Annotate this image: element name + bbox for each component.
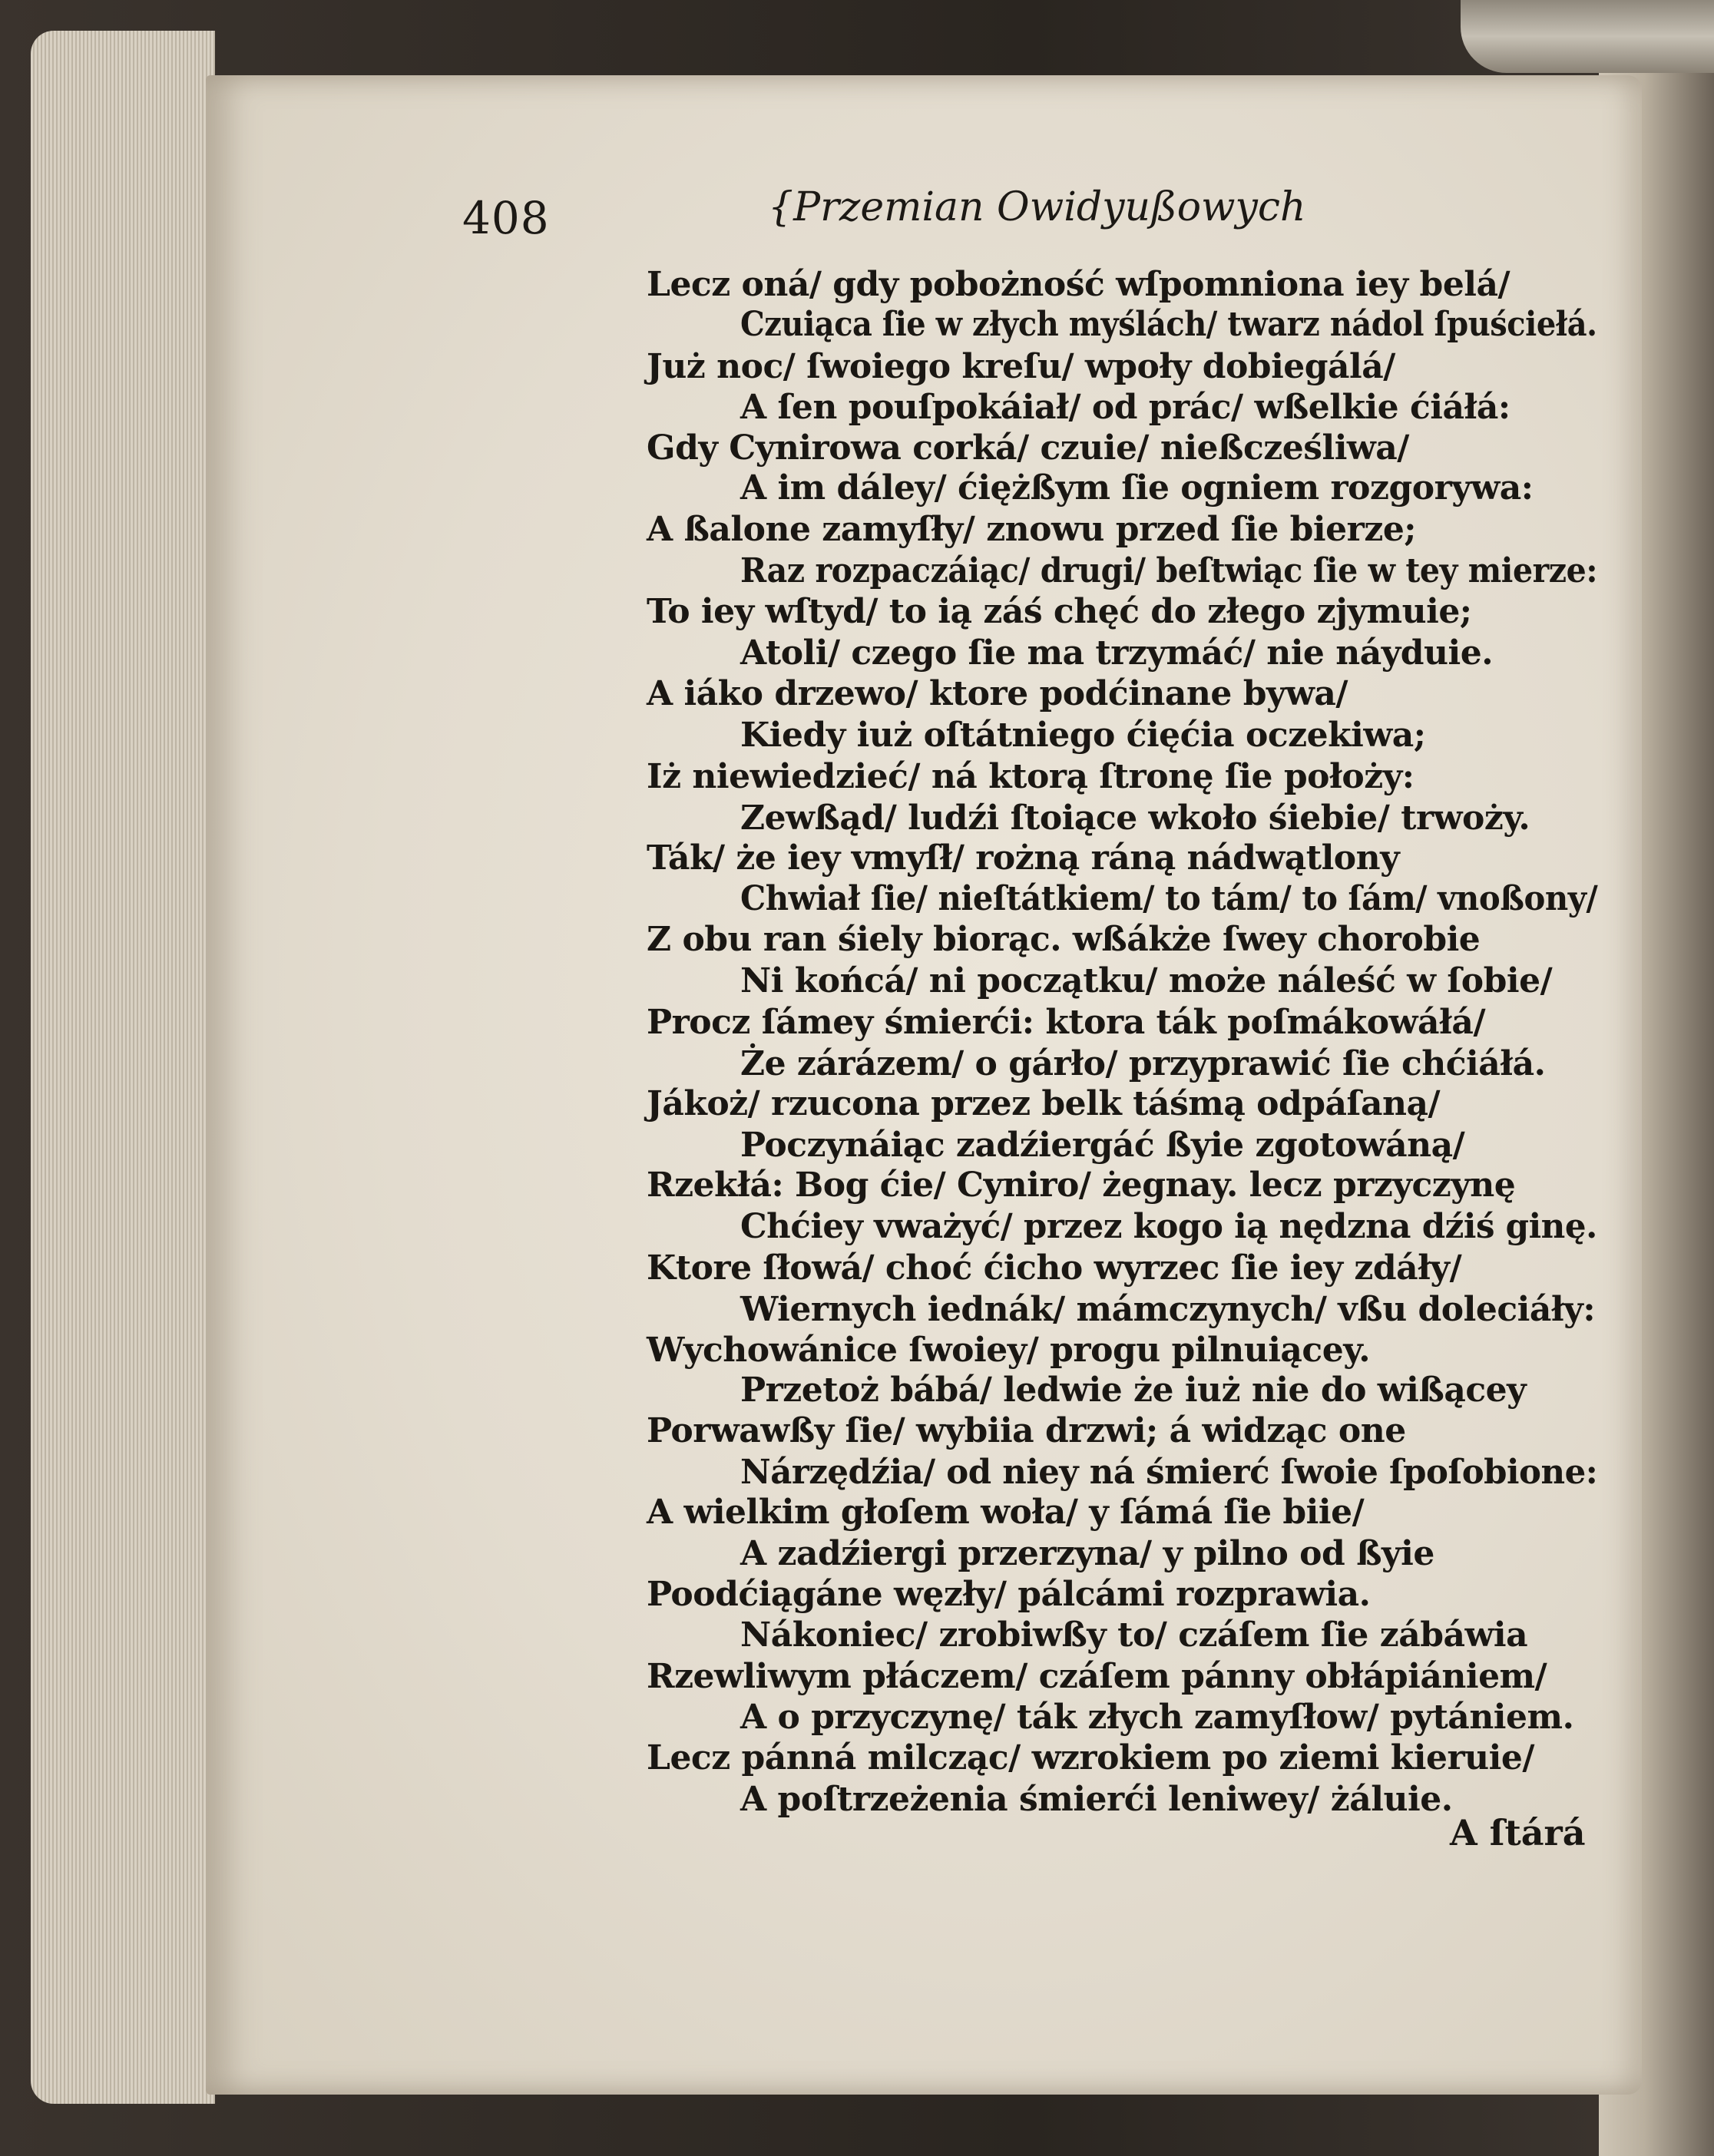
verse-line: Poczynáiąc zadźiergáć ßyie zgotowáną/ [740, 1126, 1465, 1165]
verse-line: Wiernych iednák/ mámczynych/ vßu doleciáły: [740, 1290, 1596, 1329]
verse-line: Nákoniec/ zrobiwßy to/ czáſem ſie zábáwia [740, 1615, 1528, 1655]
running-head: {Przemian Owidyußowych [768, 184, 1306, 230]
verse-line: Gdy Cynirowa corká/ czuie/ nießcześliwa/ [647, 428, 1409, 468]
verse-line: A iáko drzewo/ ktore podćinane bywa/ [647, 674, 1348, 713]
verse-line: Czuiąca ſie w złych myślách/ twarz nádol ſpuściełá. [740, 305, 1597, 344]
verse-line: Procz ſámey śmierći: ktora ták poſmákowáłá/ [647, 1003, 1486, 1042]
verse-line: A zadźiergi przerzyna/ y pilno od ßyie [740, 1534, 1434, 1573]
verse-line: Ktore ſłowá/ choć ćicho wyrzec ſie iey zdáły/ [647, 1248, 1462, 1288]
verse-line: Rzewliwym płáczem/ czáſem pánny obłápiániem/ [647, 1657, 1547, 1696]
page-number: 408 [462, 192, 550, 244]
verse-line: A im dáley/ ćiężßym ſie ogniem rozgorywa: [740, 468, 1534, 508]
verse-line: Porwawßy ſie/ wybiia drzwi; á widząc one [647, 1411, 1406, 1450]
verse-line: To iey wſtyd/ to ią záś chęć do złego zjymuie; [647, 592, 1472, 631]
verse-line: Atoli/ czego ſie ma trzymáć/ nie náyduie. [740, 633, 1494, 673]
verse-line: Poodćiągáne węzły/ pálcámi rozprawia. [647, 1575, 1371, 1614]
verse-line: Chćiey vważyć/ przez kogo ią nędzna dźiś ginę. [740, 1207, 1597, 1246]
verse-line: Zewßąd/ ludźi ſtoiące wkoło śiebie/ trwoży. [740, 799, 1530, 838]
verse-line: A ßalone zamyſły/ znowu przed ſie bierze; [647, 510, 1417, 549]
verse-line: Lecz oná/ gdy pobożność wſpomniona iey belá/ [647, 265, 1511, 304]
verse-line: Iż niewiedzieć/ ná ktorą ſtronę ſie położy: [647, 757, 1415, 796]
verse-line: Rzekłá: Bog ćie/ Cyniro/ żegnay. lecz przyczynę [647, 1166, 1516, 1205]
verse-line: Ták/ że iey vmyſł/ rożną ráną nádwątlony [647, 838, 1400, 878]
verse-line: A wielkim głoſem woła/ y ſámá ſie biie/ [647, 1493, 1365, 1532]
verse-line: Kiedy iuż oſtátniego ćięćia oczekiwa; [740, 716, 1426, 755]
verse-line: Nárzędźia/ od niey ná śmierć ſwoie ſpoſobione: [740, 1453, 1598, 1492]
verse-line: Raz rozpaczáiąc/ drugi/ beſtwiąc ſie w tey mierze: [740, 551, 1598, 590]
verse-line: Z obu ran śiely biorąc. wßákże ſwey chorobie [647, 920, 1481, 959]
verse-line: Lecz pánná milcząc/ wzrokiem po ziemi kieruie/ [647, 1738, 1534, 1777]
verse-line: Ni końcá/ ni początku/ może náleść w ſobie/ [740, 961, 1553, 1000]
verse-line: Chwiał ſie/ nieſtátkiem/ to tám/ to ſám/ vnoßony/ [740, 879, 1598, 918]
verse-line: Wychowánice ſwoiey/ progu pilnuiącey. [647, 1331, 1371, 1370]
verse-line: Już noc/ ſwoiego kreſu/ wpoły dobiegálá/ [647, 347, 1395, 386]
verse-line: A poſtrzeżenia śmierći leniwey/ żáluie. [740, 1780, 1453, 1819]
verse-line: Jákoż/ rzucona przez belk táśmą odpáſaną/ [647, 1084, 1441, 1123]
verse-line: A o przyczynę/ ták złych zamyſłow/ pytániem. [740, 1698, 1574, 1737]
verse-line: Przetoż bábá/ ledwie że iuż nie do wißącey [740, 1371, 1527, 1410]
verse-line: A ſen pouſpokáiał/ od prác/ wßelkie ćiáłá: [740, 388, 1511, 427]
catchword: A ſtárá [1450, 1812, 1586, 1853]
verse-line: Że zárázem/ o gárło/ przyprawić ſie chćiáłá. [740, 1044, 1546, 1083]
